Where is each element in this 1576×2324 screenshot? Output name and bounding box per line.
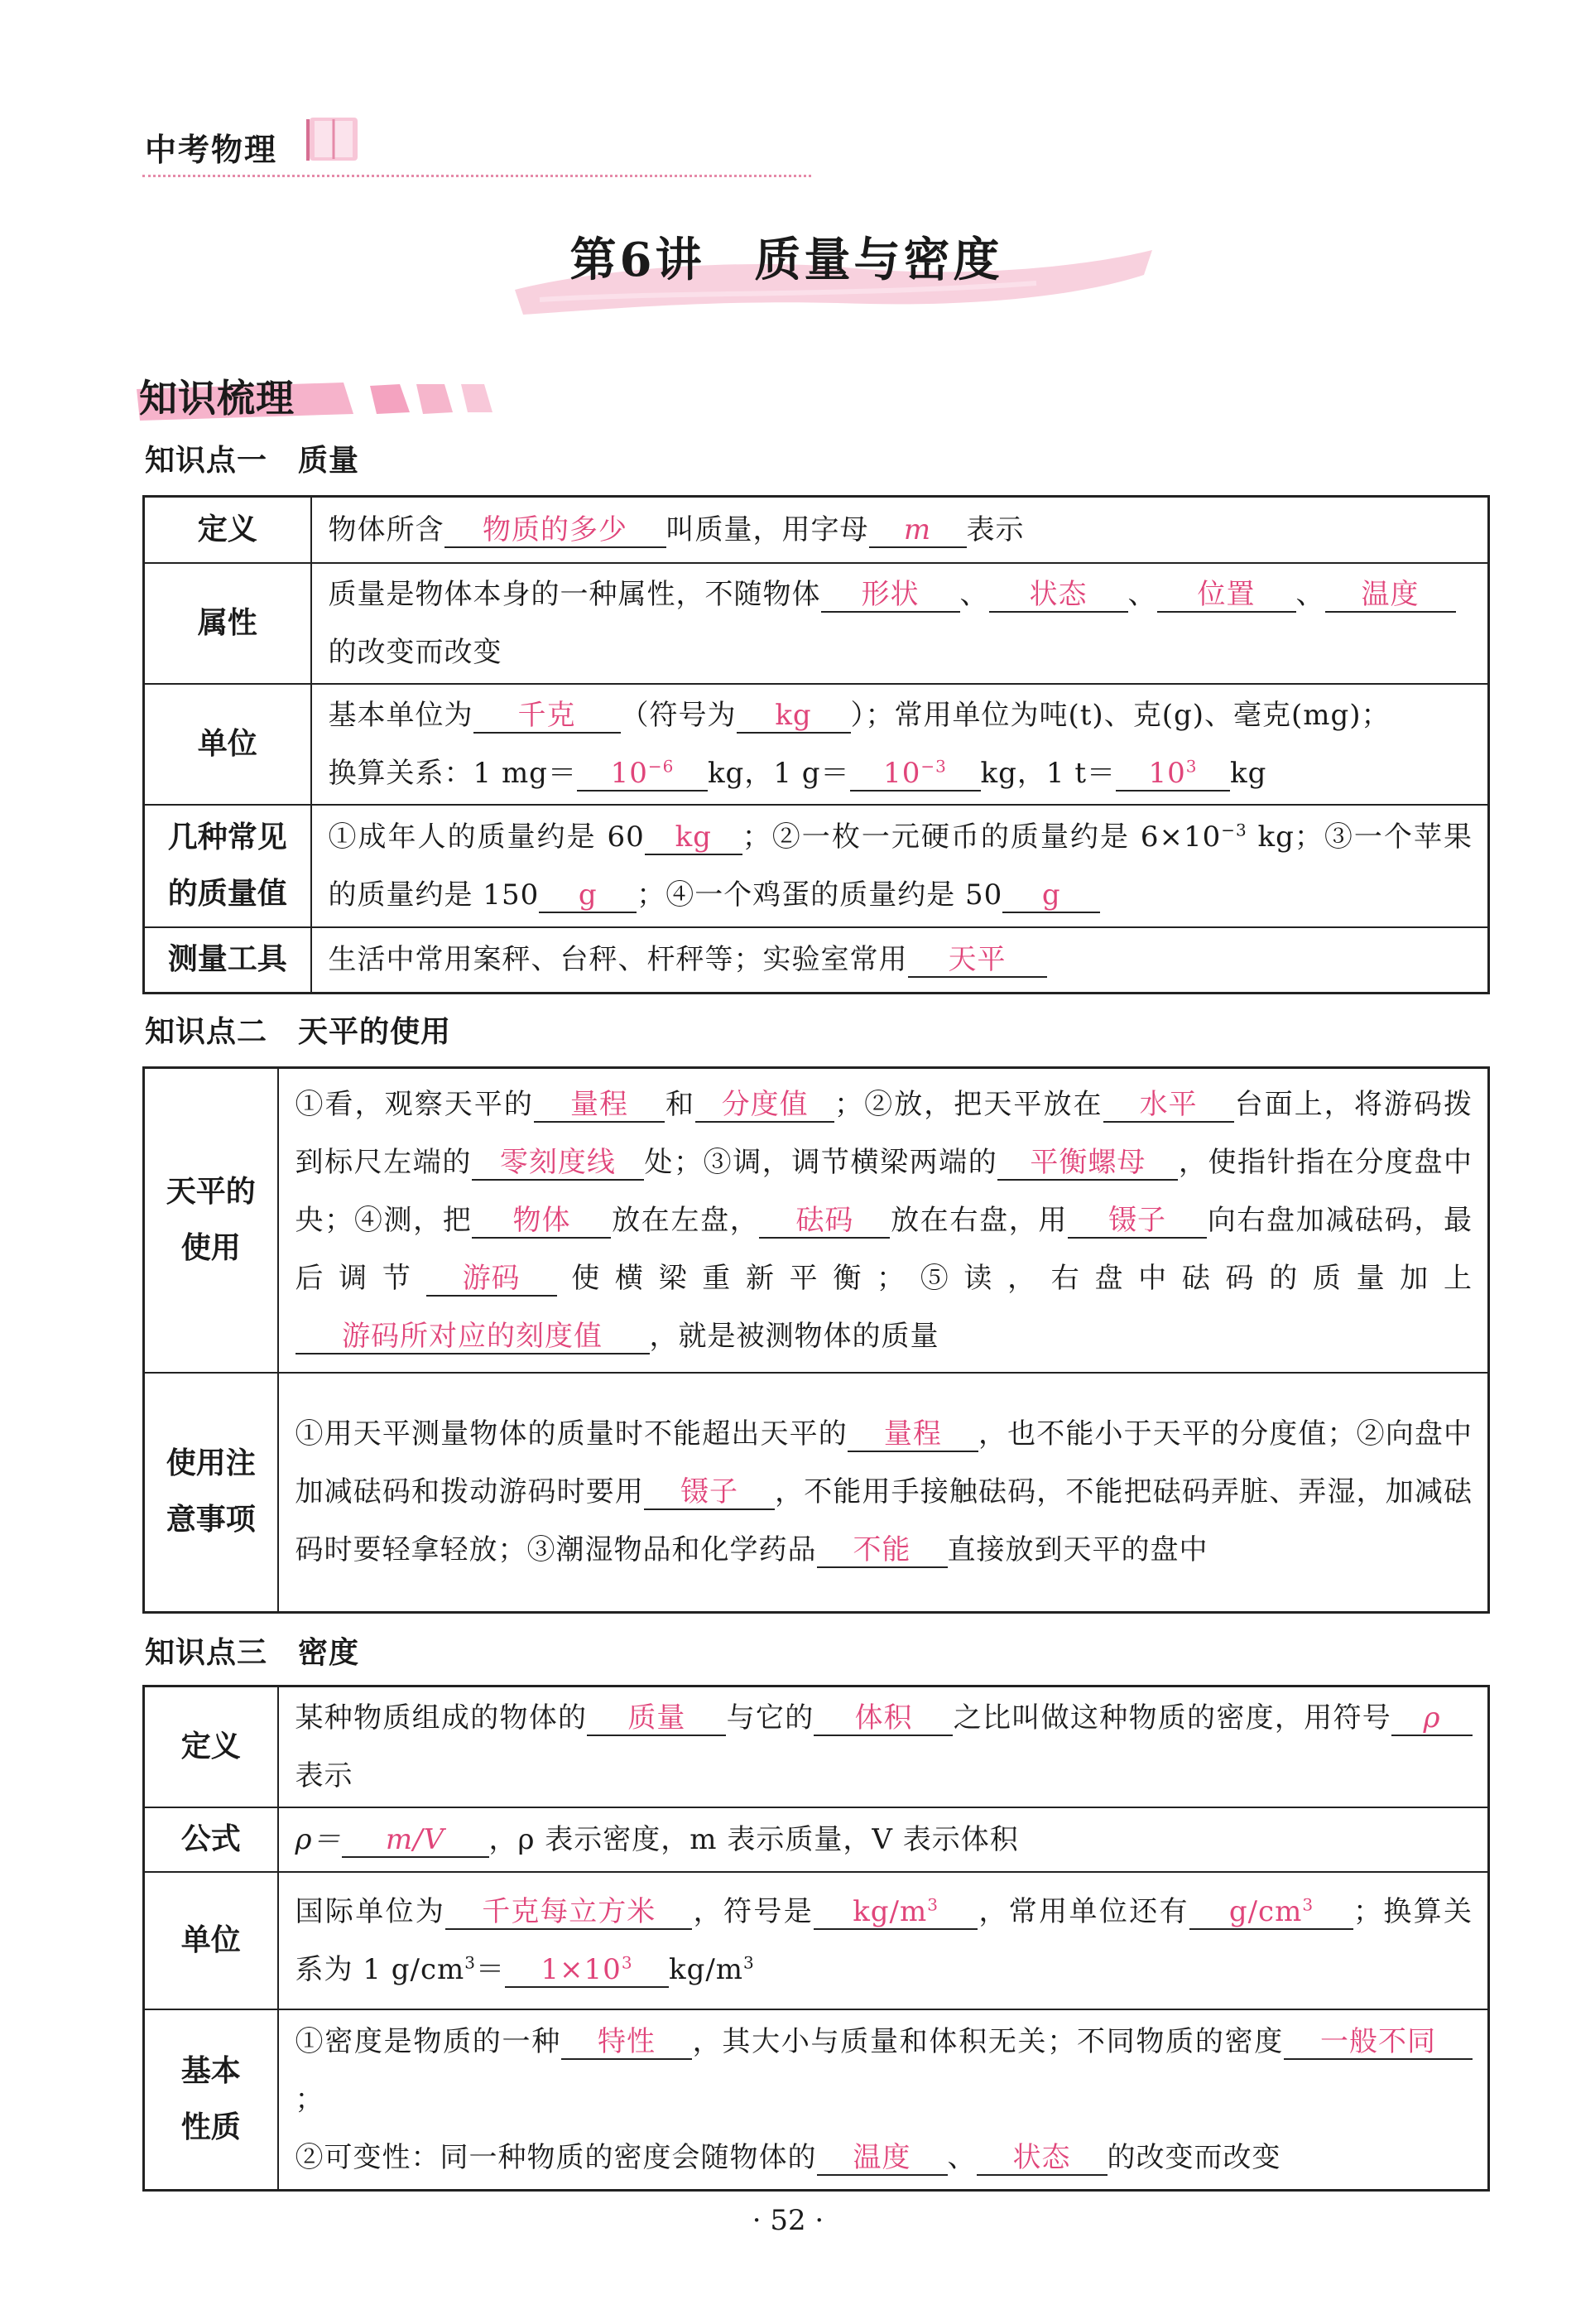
text: ，就是被测物体的质量 <box>649 1319 939 1353</box>
label-line: 性质 <box>180 2110 241 2144</box>
row-content <box>311 684 1489 805</box>
row-label: 定义 <box>144 1686 278 1808</box>
text: ；④一个鸡蛋的质量约是 50 <box>637 878 1003 912</box>
table-row <box>144 1686 1489 1808</box>
text: ，使指针指在分度盘中央；④测，把 <box>295 1145 1473 1237</box>
answer-blank: 特性 <box>561 2025 692 2060</box>
superscript: −3 <box>920 756 947 777</box>
text: 国际单位为 <box>295 1895 446 1928</box>
header-divider <box>142 175 811 177</box>
text: 处；③调，调节横梁两端的 <box>643 1145 998 1179</box>
row-label <box>144 1068 278 1373</box>
text: ρ＝ <box>295 1823 342 1856</box>
row-content <box>278 2009 1489 2190</box>
row-label: 测量工具 <box>144 927 311 994</box>
table-row <box>144 1068 1489 1373</box>
row-content <box>278 1686 1489 1808</box>
row-label: 单位 <box>144 684 311 805</box>
label-line: 天平的 <box>166 1174 256 1209</box>
row-content <box>278 1872 1489 2009</box>
answer-blank: 温度 <box>1325 578 1456 613</box>
kp1-table <box>142 495 1490 994</box>
table-row <box>144 1872 1489 2009</box>
answer-blank: 砝码 <box>759 1204 890 1239</box>
text: 叫质量，用字母 <box>665 512 869 546</box>
answer-blank: 物质的多少 <box>444 513 666 548</box>
table-row <box>144 1373 1489 1613</box>
text: 直接放到天平的盘中 <box>947 1533 1208 1567</box>
table-row <box>144 1807 1489 1872</box>
text: 的改变而改变 <box>1107 2140 1281 2174</box>
text: 向右盘加减砝码，最后调节 <box>295 1203 1473 1295</box>
row-label: 属性 <box>144 563 311 684</box>
text: 10 <box>1148 756 1186 790</box>
text: 1×10 <box>541 1953 622 1986</box>
answer-blank <box>577 757 708 792</box>
text: ）；常用单位为吨(t)、克(g)、毫克(mg)； <box>850 698 1391 732</box>
superscript: 3 <box>1302 1894 1314 1915</box>
text: kg <box>1230 756 1267 790</box>
text: ①密度是物质的一种 <box>295 2024 561 2058</box>
answer-blank: 镊子 <box>1068 1204 1207 1239</box>
text: ，ρ 表示密度，m 表示质量，V 表示体积 <box>488 1823 1019 1856</box>
answer-blank: 量程 <box>534 1088 665 1123</box>
row-content <box>311 563 1489 684</box>
text: ①用天平测量物体的质量时不能超出天平的 <box>295 1417 848 1451</box>
text: 表示 <box>966 512 1025 546</box>
answer-blank: 水平 <box>1103 1088 1234 1123</box>
row-label: 定义 <box>144 497 311 563</box>
text: 某种物质组成的物体的 <box>295 1701 588 1735</box>
row-content <box>311 497 1489 563</box>
row-content <box>278 1373 1489 1613</box>
label-line: 基本 <box>180 2053 241 2088</box>
text: 、 <box>1127 577 1157 611</box>
table-row <box>144 2009 1489 2190</box>
row-label: 单位 <box>144 1872 278 2009</box>
text: （符号为 <box>620 698 737 732</box>
text: 、 <box>959 577 989 611</box>
text: 与它的 <box>726 1701 814 1735</box>
answer-blank: 零刻度线 <box>472 1146 644 1181</box>
answer-blank: ρ <box>1391 1701 1473 1736</box>
answer-blank <box>814 1895 978 1930</box>
kp1-title: 知识点一 质量 <box>145 444 360 478</box>
row-label <box>144 2009 278 2190</box>
text: kg，1 g＝ <box>707 756 850 790</box>
answer-blank: 千克 <box>473 699 621 734</box>
text: ，符号是 <box>692 1895 814 1928</box>
answer-blank: 千克每立方米 <box>445 1895 692 1930</box>
superscript: 3 <box>743 1952 755 1973</box>
text: 物体所含 <box>328 512 444 546</box>
text: 、 <box>1295 577 1325 611</box>
text: 之比叫做这种物质的密度，用符号 <box>953 1701 1392 1735</box>
section-heading: 知识梳理 <box>139 376 295 421</box>
page-number: · 52 · <box>752 2204 824 2237</box>
text: 使横梁重新平衡；⑤读，右盘中砝码的质量加上 <box>556 1261 1473 1295</box>
text: ； <box>295 2082 324 2116</box>
answer-blank: 质量 <box>587 1701 726 1736</box>
text: 质量是物体本身的一种属性，不随物体 <box>328 577 821 611</box>
answer-blank <box>1189 1895 1353 1930</box>
text: ＝ <box>475 1953 505 1986</box>
text: 换算关系：1 mg＝ <box>328 756 577 790</box>
text: 、 <box>947 2140 977 2174</box>
answer-blank: m/V <box>342 1823 489 1858</box>
answer-blank: 量程 <box>848 1417 978 1452</box>
row-label <box>144 1373 278 1613</box>
table-row <box>144 563 1489 684</box>
answer-blank: 镊子 <box>644 1475 775 1510</box>
text: 放在右盘，用 <box>890 1203 1069 1237</box>
text: kg/m <box>668 1953 744 1986</box>
answer-blank: 位置 <box>1157 578 1296 613</box>
answer-blank: 分度值 <box>695 1088 834 1123</box>
answer-blank: 不能 <box>817 1533 948 1568</box>
text: ①看，观察天平的 <box>295 1087 534 1121</box>
answer-blank: 天平 <box>908 943 1047 978</box>
superscript: 3 <box>927 1894 939 1915</box>
superscript: 3 <box>1185 756 1198 777</box>
answer-blank: kg <box>737 699 851 734</box>
answer-blank: g <box>539 878 637 913</box>
label-line: 使用 <box>180 1230 241 1265</box>
answer-blank <box>505 1953 669 1988</box>
text: ；换算关系为 1 g/cm <box>295 1895 1473 1986</box>
answer-blank: 温度 <box>817 2141 948 2176</box>
text: ①成年人的质量约是 60 <box>328 820 645 854</box>
text: 和 <box>664 1087 696 1121</box>
text: kg/m <box>853 1895 928 1928</box>
answer-blank <box>1116 757 1230 792</box>
text: 10 <box>610 756 648 790</box>
header-label: 中考物理 <box>145 132 278 168</box>
text: ，常用单位还有 <box>978 1895 1189 1928</box>
label-line: 几种常见 <box>167 820 287 854</box>
answer-blank: 游码所对应的刻度值 <box>296 1320 650 1354</box>
text: ，不能用手接触砝码，不能把砝码弄脏、弄湿，加减砝码时要轻拿轻放；③潮湿物品和化学药品 <box>295 1475 1473 1567</box>
answer-blank: kg <box>645 820 742 855</box>
book-icon <box>305 114 363 164</box>
text: ；②放，把天平放在 <box>834 1087 1103 1121</box>
label-line: 的质量值 <box>167 876 287 911</box>
row-label: 公式 <box>144 1807 278 1872</box>
row-content <box>278 1807 1489 1872</box>
text: kg，1 t＝ <box>980 756 1117 790</box>
superscript: 3 <box>464 1952 476 1973</box>
lesson-title: 第6讲 质量与密度 <box>569 233 1003 287</box>
kp3-title: 知识点三 密度 <box>145 1636 360 1670</box>
table-row <box>144 497 1489 563</box>
kp2-title: 知识点二 天平的使用 <box>145 1015 452 1049</box>
answer-blank: 状态 <box>989 578 1128 613</box>
text: ②可变性：同一种物质的密度会随物体的 <box>295 2140 817 2174</box>
label-line: 意事项 <box>166 1503 256 1537</box>
answer-blank: 游码 <box>426 1262 557 1297</box>
superscript: −3 <box>1221 820 1247 840</box>
kp3-table <box>142 1685 1490 2192</box>
text: g/cm <box>1228 1895 1303 1928</box>
text: 的改变而改变 <box>328 635 502 669</box>
text: kg；③一个苹果的质量约是 150 <box>328 820 1473 912</box>
text: 生活中常用案秤、台秤、杆秤等；实验室常用 <box>328 943 908 977</box>
text: 表示 <box>295 1759 353 1792</box>
kp2-table <box>142 1066 1490 1614</box>
answer-blank: 形状 <box>821 578 960 613</box>
table-row <box>144 805 1489 927</box>
answer-blank: g <box>1002 878 1100 913</box>
text: 放在左盘， <box>611 1203 760 1237</box>
row-content <box>278 1068 1489 1373</box>
answer-blank: 物体 <box>472 1204 611 1239</box>
answer-blank: m <box>869 513 967 548</box>
text: 基本单位为 <box>328 698 473 732</box>
text: ；②一枚一元硬币的质量约是 6×10 <box>742 820 1222 854</box>
label-line: 使用注 <box>166 1446 256 1481</box>
superscript: 3 <box>621 1952 633 1973</box>
row-content <box>311 927 1489 994</box>
text: 10 <box>883 756 921 790</box>
row-content <box>311 805 1489 927</box>
superscript: −6 <box>647 756 675 777</box>
text: ，其大小与质量和体积无关；不同物质的密度 <box>691 2024 1285 2058</box>
answer-blank: 平衡螺母 <box>997 1146 1178 1181</box>
table-row <box>144 927 1489 994</box>
row-label <box>144 805 311 927</box>
text: 台面上，将游码拨到标尺左端的 <box>295 1087 1473 1179</box>
text: ，也不能小于天平的分度值；②向盘中加减砝码和拨动游码时要用 <box>295 1417 1473 1509</box>
answer-blank <box>850 757 981 792</box>
answer-blank: 一般不同 <box>1284 2025 1473 2060</box>
answer-blank: 体积 <box>814 1701 953 1736</box>
answer-blank: 状态 <box>977 2141 1108 2176</box>
table-row <box>144 684 1489 805</box>
